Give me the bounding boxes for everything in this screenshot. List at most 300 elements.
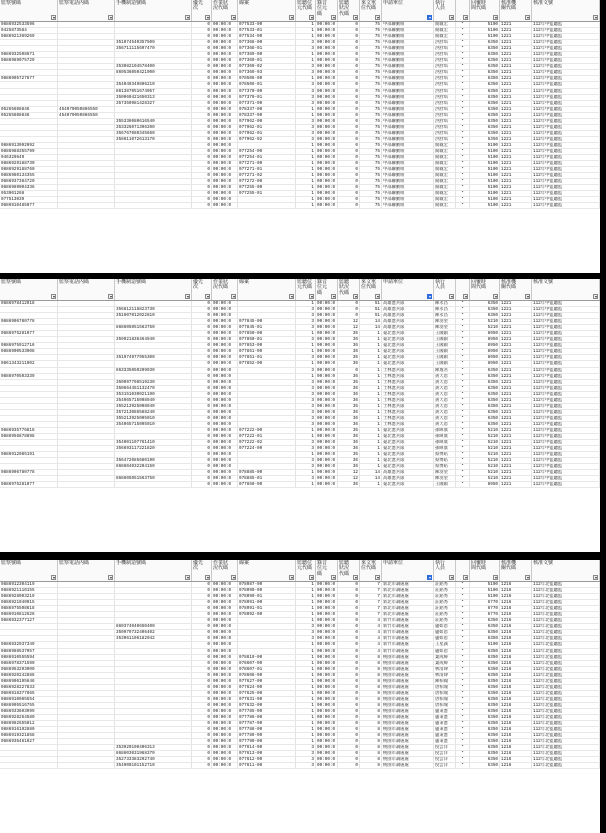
cell-priority[interactable]: 0	[192, 404, 212, 410]
cell-priority[interactable]: 0	[192, 588, 212, 594]
cell-monitor-status[interactable]: 0	[338, 697, 360, 703]
cell-record-bit[interactable]: 00:00:0	[316, 600, 338, 606]
cell-flag[interactable]: *	[456, 416, 470, 422]
cell-reply-time-code[interactable]: 5100	[470, 173, 500, 179]
cell-case[interactable]: 077624-00	[238, 685, 296, 691]
cell-priority[interactable]: 0	[192, 179, 212, 185]
cell-monitor-bit[interactable]: 3	[296, 464, 316, 470]
cell-approval-doc[interactable]: 112年中監聽監	[532, 476, 600, 482]
cell-monitor-bit[interactable]: 1	[296, 721, 316, 727]
cell-applicant-unit[interactable]: 士林憲兵隊	[382, 416, 434, 422]
cell-record-bit[interactable]: 00:00:0	[316, 649, 338, 655]
cell-imei[interactable]: 352733383292740	[115, 757, 192, 763]
cell-applicant-unit[interactable]: 高雄憲兵隊	[382, 319, 434, 325]
cell-executor[interactable]: 莊銘秀	[434, 600, 456, 606]
cell-monitor-status[interactable]: 36	[338, 380, 360, 386]
cell-monitor-number[interactable]: 0886988355799	[0, 149, 58, 155]
cell-op-status[interactable]: 00:00:0	[212, 343, 238, 349]
cell-approval-org[interactable]: 1221	[500, 82, 532, 88]
cell-op-status[interactable]: 00:00:0	[212, 119, 238, 125]
cell-executor[interactable]: 孫暐康	[434, 440, 456, 446]
cell-monitor-bit[interactable]: 3	[296, 476, 316, 482]
cell-monitor-number[interactable]: 0886953293900	[0, 667, 58, 673]
cell-source-unit[interactable]: 1	[360, 355, 382, 361]
cell-reply-time-code[interactable]: 6770	[470, 600, 500, 606]
cell-monitor-bit[interactable]: 1	[296, 715, 316, 721]
cell-approval-doc[interactable]: 112年中監聽監	[532, 197, 600, 203]
cell-applicant-unit[interactable]: 臺北憲兵隊	[382, 428, 434, 434]
cell-approval-org[interactable]: 1221	[500, 380, 532, 386]
cell-applicant-unit[interactable]: 士林憲兵隊	[382, 374, 434, 380]
column-header[interactable]	[316, 279, 338, 300]
cell-approval-org[interactable]: 1221	[500, 325, 532, 331]
cell-source-unit[interactable]: 14	[360, 476, 382, 482]
cell-record-bit[interactable]: 00:00:0	[316, 697, 338, 703]
cell-approval-doc[interactable]: 112年中監聽監	[532, 173, 600, 179]
cell-flag[interactable]: *	[456, 636, 470, 642]
cell-op-status[interactable]: 00:00:0	[212, 313, 238, 319]
cell-reply-time-code[interactable]: 5100	[470, 594, 500, 600]
cell-monitor-bit[interactable]: 3	[296, 386, 316, 392]
cell-reply-time-code[interactable]: 6350	[470, 618, 500, 624]
cell-monitor-bit[interactable]: 1	[296, 482, 316, 488]
cell-source-unit[interactable]: 1	[360, 343, 382, 349]
cell-approval-org[interactable]: 1216	[500, 624, 532, 630]
cell-executor[interactable]: 黃天恩	[434, 410, 456, 416]
cell-monitor-bit[interactable]: 1	[296, 588, 316, 594]
cell-op-status[interactable]: 00:00:0	[212, 70, 238, 76]
cell-approval-org[interactable]: 1221	[500, 28, 532, 34]
cell-op-status[interactable]: 00:00:0	[212, 337, 238, 343]
cell-monitor-number[interactable]: 0886933603999	[0, 709, 58, 715]
cell-monitor-bit[interactable]: 3	[296, 355, 316, 361]
cell-executor[interactable]: 簡載宏	[434, 179, 456, 185]
cell-phone-internal-code[interactable]: 454070050866550	[58, 107, 115, 113]
cell-approval-doc[interactable]: 112年中監聽監	[532, 95, 600, 101]
cell-reply-time-code[interactable]: 6350	[470, 119, 500, 125]
cell-monitor-status[interactable]: 0	[338, 22, 360, 28]
cell-reply-time-code[interactable]: 5100	[470, 28, 500, 34]
column-header[interactable]	[532, 0, 600, 21]
cell-approval-doc[interactable]: 112年中監聽監	[532, 203, 600, 209]
cell-monitor-status[interactable]: 0	[338, 28, 360, 34]
cell-imei[interactable]: 350664451132470	[115, 386, 192, 392]
cell-monitor-bit[interactable]: 3	[296, 446, 316, 452]
cell-executor[interactable]: 陳羽堃	[434, 476, 456, 482]
cell-approval-org[interactable]: 1221	[500, 137, 532, 143]
cell-executor[interactable]: 莊銘秀	[434, 606, 456, 612]
cell-flag[interactable]: *	[456, 107, 470, 113]
cell-case[interactable]: 078607-00	[238, 661, 296, 667]
cell-reply-time-code[interactable]: 6350	[470, 422, 500, 428]
cell-op-status[interactable]: 00:00:0	[212, 428, 238, 434]
cell-op-status[interactable]: 00:00:0	[212, 422, 238, 428]
cell-record-bit[interactable]: 00:00:0	[316, 167, 338, 173]
filter-dropdown-icon[interactable]	[331, 15, 336, 20]
cell-approval-doc[interactable]: 112年北監聽監	[532, 667, 600, 673]
cell-monitor-status[interactable]: 0	[338, 661, 360, 667]
cell-imei[interactable]: 860374040650400	[115, 624, 192, 630]
cell-applicant-unit[interactable]: 臺北憲兵隊	[382, 331, 434, 337]
cell-op-status[interactable]: 00:00:0	[212, 606, 238, 612]
cell-applicant-unit[interactable]: 中部聯勤組	[382, 185, 434, 191]
cell-monitor-bit[interactable]: 3	[296, 636, 316, 642]
cell-flag[interactable]: *	[456, 649, 470, 655]
cell-approval-org[interactable]: 1221	[500, 46, 532, 52]
cell-applicant-unit[interactable]: 新竹市調處處	[382, 642, 434, 648]
cell-priority[interactable]: 0	[192, 101, 212, 107]
cell-imei[interactable]: 350997798519230	[115, 380, 192, 386]
cell-monitor-status[interactable]: 0	[338, 642, 360, 648]
cell-approval-org[interactable]: 1221	[500, 361, 532, 367]
cell-priority[interactable]: 0	[192, 89, 212, 95]
cell-source-unit[interactable]: 75	[360, 125, 382, 131]
cell-approval-org[interactable]: 1216	[500, 703, 532, 709]
cell-monitor-number[interactable]: 0886916192880	[0, 727, 58, 733]
cell-executor[interactable]: 洪舒琪	[434, 89, 456, 95]
cell-reply-time-code[interactable]: 8950	[470, 337, 500, 343]
cell-record-bit[interactable]: 00:00:0	[316, 46, 338, 52]
cell-record-bit[interactable]: 00:00:0	[316, 470, 338, 476]
cell-approval-doc[interactable]: 112年中監聽監	[532, 22, 600, 28]
cell-record-bit[interactable]: 00:00:0	[316, 95, 338, 101]
cell-source-unit[interactable]: 8	[360, 709, 382, 715]
cell-flag[interactable]: *	[456, 733, 470, 739]
cell-approval-org[interactable]: 1221	[500, 149, 532, 155]
cell-approval-doc[interactable]: 112年中監聽監	[532, 119, 600, 125]
cell-op-status[interactable]: 00:00:0	[212, 58, 238, 64]
cell-monitor-bit[interactable]: 3	[296, 745, 316, 751]
cell-record-bit[interactable]: 00:00:0	[316, 203, 338, 209]
cell-monitor-status[interactable]: 0	[338, 673, 360, 679]
cell-case[interactable]: 078885-01	[238, 476, 296, 482]
cell-applicant-unit[interactable]: 桃園市調處處	[382, 655, 434, 661]
cell-applicant-unit[interactable]: 桃園市調處處	[382, 679, 434, 685]
cell-executor[interactable]: 簡載宏	[434, 28, 456, 34]
cell-approval-doc[interactable]: 112年中監聽監	[532, 82, 600, 88]
cell-flag[interactable]: *	[456, 325, 470, 331]
filter-dropdown-icon[interactable]	[51, 294, 56, 299]
cell-case[interactable]: 077224-00	[238, 446, 296, 452]
cell-record-bit[interactable]: 00:00:0	[316, 452, 338, 458]
cell-priority[interactable]: 0	[192, 703, 212, 709]
cell-priority[interactable]: 0	[192, 161, 212, 167]
cell-op-status[interactable]: 00:00:0	[212, 143, 238, 149]
cell-reply-time-code[interactable]: 6350	[470, 410, 500, 416]
cell-applicant-unit[interactable]: 中部聯勤組	[382, 46, 434, 52]
cell-flag[interactable]: *	[456, 331, 470, 337]
cell-reply-time-code[interactable]: 6350	[470, 685, 500, 691]
cell-approval-org[interactable]: 1216	[500, 691, 532, 697]
cell-monitor-bit[interactable]: 1	[296, 113, 316, 119]
column-header[interactable]	[532, 560, 600, 581]
cell-flag[interactable]: *	[456, 630, 470, 636]
cell-flag[interactable]: *	[456, 58, 470, 64]
cell-case[interactable]: 078090-01	[238, 594, 296, 600]
cell-monitor-bit[interactable]: 1	[296, 655, 316, 661]
cell-record-bit[interactable]: 00:00:0	[316, 624, 338, 630]
cell-approval-org[interactable]: 1221	[500, 446, 532, 452]
cell-monitor-bit[interactable]: 3	[296, 380, 316, 386]
cell-source-unit[interactable]: 4	[360, 649, 382, 655]
cell-source-unit[interactable]: 75	[360, 191, 382, 197]
cell-applicant-unit[interactable]: 高雄憲兵隊	[382, 476, 434, 482]
cell-flag[interactable]: *	[456, 179, 470, 185]
cell-source-unit[interactable]: 75	[360, 22, 382, 28]
cell-imei[interactable]: 356812118823730	[115, 307, 192, 313]
cell-source-unit[interactable]: 8	[360, 661, 382, 667]
cell-record-bit[interactable]: 00:00:0	[316, 404, 338, 410]
cell-source-unit[interactable]: 1	[360, 446, 382, 452]
cell-approval-org[interactable]: 1221	[500, 22, 532, 28]
filter-dropdown-icon[interactable]	[449, 575, 454, 580]
cell-approval-org[interactable]: 1221	[500, 58, 532, 64]
cell-executor[interactable]: 陳永昌	[434, 307, 456, 313]
cell-executor[interactable]: 洪舒琪	[434, 52, 456, 58]
cell-approval-org[interactable]: 1221	[500, 143, 532, 149]
cell-source-unit[interactable]: 1	[360, 404, 382, 410]
cell-monitor-bit[interactable]: 1	[296, 428, 316, 434]
cell-executor[interactable]: 黃天恩	[434, 404, 456, 410]
cell-approval-org[interactable]: 1216	[500, 697, 532, 703]
cell-approval-doc[interactable]: 112年中監聽監	[532, 131, 600, 137]
cell-executor[interactable]: 莊銘秀	[434, 588, 456, 594]
cell-executor[interactable]: 倪雲洋	[434, 751, 456, 757]
cell-priority[interactable]: 0	[192, 410, 212, 416]
cell-op-status[interactable]: 00:00:0	[212, 64, 238, 70]
cell-approval-org[interactable]: 1216	[500, 721, 532, 727]
cell-executor[interactable]: 洪舒琪	[434, 131, 456, 137]
cell-op-status[interactable]: 00:00:0	[212, 715, 238, 721]
cell-case[interactable]: 077850-01	[238, 337, 296, 343]
cell-applicant-unit[interactable]: 桃園市調處處	[382, 661, 434, 667]
cell-record-bit[interactable]: 00:00:0	[316, 179, 338, 185]
cell-reply-time-code[interactable]: 5210	[470, 452, 500, 458]
cell-monitor-status[interactable]: 0	[338, 143, 360, 149]
column-header[interactable]	[470, 560, 500, 581]
cell-case[interactable]: 077613-00	[238, 751, 296, 757]
cell-approval-org[interactable]: 1221	[500, 422, 532, 428]
cell-source-unit[interactable]: 1	[360, 440, 382, 446]
cell-monitor-number[interactable]: 0886910555594	[0, 655, 58, 661]
cell-source-unit[interactable]: 75	[360, 95, 382, 101]
cell-monitor-status[interactable]: 0	[338, 679, 360, 685]
cell-approval-doc[interactable]: 112年北監聽監	[532, 703, 600, 709]
cell-source-unit[interactable]: 1	[360, 458, 382, 464]
cell-flag[interactable]: *	[456, 679, 470, 685]
cell-monitor-status[interactable]: 0	[338, 131, 360, 137]
cell-case[interactable]: 077254-00	[238, 149, 296, 155]
cell-executor[interactable]: 蔡博皓	[434, 464, 456, 470]
cell-source-unit[interactable]: 75	[360, 89, 382, 95]
cell-op-status[interactable]: 00:00:0	[212, 709, 238, 715]
cell-applicant-unit[interactable]: 士林憲兵隊	[382, 404, 434, 410]
cell-approval-doc[interactable]: 112年北監聽監	[532, 685, 600, 691]
cell-priority[interactable]: 0	[192, 197, 212, 203]
cell-executor[interactable]: 莊銘秀	[434, 594, 456, 600]
cell-monitor-bit[interactable]: 3	[296, 125, 316, 131]
cell-priority[interactable]: 0	[192, 642, 212, 648]
cell-monitor-number[interactable]: 0886921369269	[0, 34, 58, 40]
cell-op-status[interactable]: 00:00:0	[212, 155, 238, 161]
cell-monitor-bit[interactable]: 1	[296, 661, 316, 667]
cell-phone-internal-code[interactable]: 454070050866550	[58, 113, 115, 119]
cell-executor[interactable]: 陳羽堃	[434, 325, 456, 331]
cell-monitor-number[interactable]: 0886975281077	[0, 482, 58, 488]
cell-reply-time-code[interactable]: 5210	[470, 476, 500, 482]
cell-reply-time-code[interactable]: 6350	[470, 307, 500, 313]
cell-case[interactable]: 077632-00	[238, 703, 296, 709]
cell-approval-org[interactable]: 1216	[500, 649, 532, 655]
cell-flag[interactable]: *	[456, 727, 470, 733]
cell-imei[interactable]: 353061106182042	[115, 636, 192, 642]
cell-source-unit[interactable]: 4	[360, 624, 382, 630]
cell-imei[interactable]: 868604032204150	[115, 464, 192, 470]
cell-approval-doc[interactable]: 112年中監聽監	[532, 149, 600, 155]
cell-case[interactable]: 077853-00	[238, 343, 296, 349]
cell-monitor-bit[interactable]: 1	[296, 203, 316, 209]
cell-approval-org[interactable]: 1216	[500, 709, 532, 715]
cell-applicant-unit[interactable]: 中部聯勤組	[382, 143, 434, 149]
cell-approval-doc[interactable]: 112年中監聽監	[532, 191, 600, 197]
cell-monitor-bit[interactable]: 1	[296, 155, 316, 161]
cell-imei[interactable]: 354065715008940	[115, 398, 192, 404]
cell-approval-org[interactable]: 1216	[500, 757, 532, 763]
filter-dropdown-icon[interactable]	[493, 294, 498, 299]
cell-priority[interactable]: 0	[192, 649, 212, 655]
cell-applicant-unit[interactable]: 桃園市調處處	[382, 703, 434, 709]
cell-approval-org[interactable]: 1221	[500, 203, 532, 209]
column-header[interactable]	[360, 279, 382, 300]
cell-reply-time-code[interactable]: 6350	[470, 727, 500, 733]
cell-monitor-bit[interactable]: 1	[296, 167, 316, 173]
cell-priority[interactable]: 0	[192, 70, 212, 76]
cell-monitor-status[interactable]: 0	[338, 89, 360, 95]
cell-case[interactable]: 077627-00	[238, 679, 296, 685]
cell-monitor-status[interactable]: 0	[338, 715, 360, 721]
cell-record-bit[interactable]: 00:00:0	[316, 673, 338, 679]
filter-dropdown-icon[interactable]	[525, 15, 530, 20]
cell-approval-org[interactable]: 1221	[500, 349, 532, 355]
cell-applicant-unit[interactable]: 新竹市調處處	[382, 630, 434, 636]
cell-source-unit[interactable]: 14	[360, 319, 382, 325]
cell-priority[interactable]: 0	[192, 470, 212, 476]
cell-approval-org[interactable]: 1221	[500, 107, 532, 113]
cell-monitor-status[interactable]: 0	[338, 739, 360, 745]
cell-reply-time-code[interactable]: 5210	[470, 440, 500, 446]
cell-approval-doc[interactable]: 112年北監聽監	[532, 618, 600, 624]
cell-case[interactable]: 077787-00	[238, 721, 296, 727]
filter-dropdown-icon[interactable]	[289, 15, 294, 20]
cell-flag[interactable]: *	[456, 355, 470, 361]
cell-source-unit[interactable]: 7	[360, 582, 382, 588]
cell-flag[interactable]: *	[456, 119, 470, 125]
cell-applicant-unit[interactable]: 中部聯勤組	[382, 203, 434, 209]
cell-monitor-status[interactable]: 12	[338, 476, 360, 482]
filter-dropdown-icon[interactable]	[463, 15, 468, 20]
cell-record-bit[interactable]: 00:00:0	[316, 313, 338, 319]
cell-flag[interactable]: *	[456, 757, 470, 763]
filter-dropdown-icon[interactable]	[231, 575, 236, 580]
cell-priority[interactable]: 0	[192, 673, 212, 679]
cell-record-bit[interactable]: 00:00:0	[316, 374, 338, 380]
cell-record-bit[interactable]: 00:00:0	[316, 410, 338, 416]
cell-flag[interactable]: *	[456, 739, 470, 745]
cell-record-bit[interactable]: 00:00:0	[316, 703, 338, 709]
cell-applicant-unit[interactable]: 中部聯勤組	[382, 28, 434, 34]
cell-priority[interactable]: 0	[192, 763, 212, 769]
cell-approval-doc[interactable]: 112年北監聽監	[532, 600, 600, 606]
filter-dropdown-icon[interactable]	[231, 15, 236, 20]
cell-reply-time-code[interactable]: 8950	[470, 361, 500, 367]
cell-record-bit[interactable]: 00:00:0	[316, 113, 338, 119]
column-header[interactable]	[500, 279, 532, 300]
cell-monitor-bit[interactable]: 3	[296, 763, 316, 769]
cell-source-unit[interactable]: 1	[360, 452, 382, 458]
cell-monitor-bit[interactable]: 1	[296, 179, 316, 185]
cell-imei[interactable]: 355336080616540	[115, 119, 192, 125]
cell-flag[interactable]: *	[456, 482, 470, 488]
cell-op-status[interactable]: 00:00:0	[212, 22, 238, 28]
cell-flag[interactable]: *	[456, 76, 470, 82]
cell-flag[interactable]: *	[456, 434, 470, 440]
column-header[interactable]	[238, 0, 296, 21]
filter-dropdown-icon[interactable]	[205, 294, 210, 299]
cell-executor[interactable]: 簡載宏	[434, 185, 456, 191]
cell-priority[interactable]: 0	[192, 325, 212, 331]
cell-executor[interactable]: 洪舒琪	[434, 58, 456, 64]
cell-op-status[interactable]: 00:00:0	[212, 349, 238, 355]
cell-flag[interactable]: *	[456, 307, 470, 313]
cell-executor[interactable]: 王星誠	[434, 642, 456, 648]
cell-applicant-unit[interactable]: 中部聯勤組	[382, 167, 434, 173]
cell-applicant-unit[interactable]: 高雄憲兵隊	[382, 307, 434, 313]
cell-record-bit[interactable]: 00:00:0	[316, 440, 338, 446]
cell-reply-time-code[interactable]: 6350	[470, 89, 500, 95]
cell-monitor-bit[interactable]: 1	[296, 697, 316, 703]
cell-executor[interactable]: 洪舒琪	[434, 95, 456, 101]
cell-case[interactable]: 077222-00	[238, 428, 296, 434]
cell-op-status[interactable]: 00:00:0	[212, 374, 238, 380]
cell-approval-doc[interactable]: 112年中監聽監	[532, 349, 600, 355]
cell-reply-time-code[interactable]: 6350	[470, 661, 500, 667]
cell-applicant-unit[interactable]: 臺北憲兵隊	[382, 343, 434, 349]
cell-monitor-status[interactable]: 0	[338, 113, 360, 119]
filter-dropdown-icon[interactable]	[331, 294, 336, 299]
cell-flag[interactable]: *	[456, 428, 470, 434]
cell-applicant-unit[interactable]: 臺北憲兵隊	[382, 482, 434, 488]
cell-case[interactable]: 078087-00	[238, 582, 296, 588]
column-header[interactable]	[360, 560, 382, 581]
column-header[interactable]	[382, 0, 434, 21]
cell-priority[interactable]: 0	[192, 185, 212, 191]
cell-monitor-number[interactable]: 0886975508618	[0, 606, 58, 612]
cell-priority[interactable]: 0	[192, 715, 212, 721]
filter-dropdown-icon[interactable]	[309, 15, 314, 20]
cell-priority[interactable]: 0	[192, 52, 212, 58]
cell-record-bit[interactable]: 00:00:0	[316, 76, 338, 82]
cell-approval-doc[interactable]: 112年中監聽監	[532, 331, 600, 337]
cell-monitor-status[interactable]: 0	[338, 691, 360, 697]
cell-applicant-unit[interactable]: 中部聯勤組	[382, 40, 434, 46]
cell-approval-org[interactable]: 1221	[500, 440, 532, 446]
cell-reply-time-code[interactable]: 6770	[470, 612, 500, 618]
cell-executor[interactable]: 洪舒琪	[434, 76, 456, 82]
cell-monitor-bit[interactable]: 3	[296, 398, 316, 404]
cell-approval-org[interactable]: 1221	[500, 386, 532, 392]
cell-monitor-status[interactable]: 0	[338, 40, 360, 46]
column-header[interactable]	[316, 560, 338, 581]
